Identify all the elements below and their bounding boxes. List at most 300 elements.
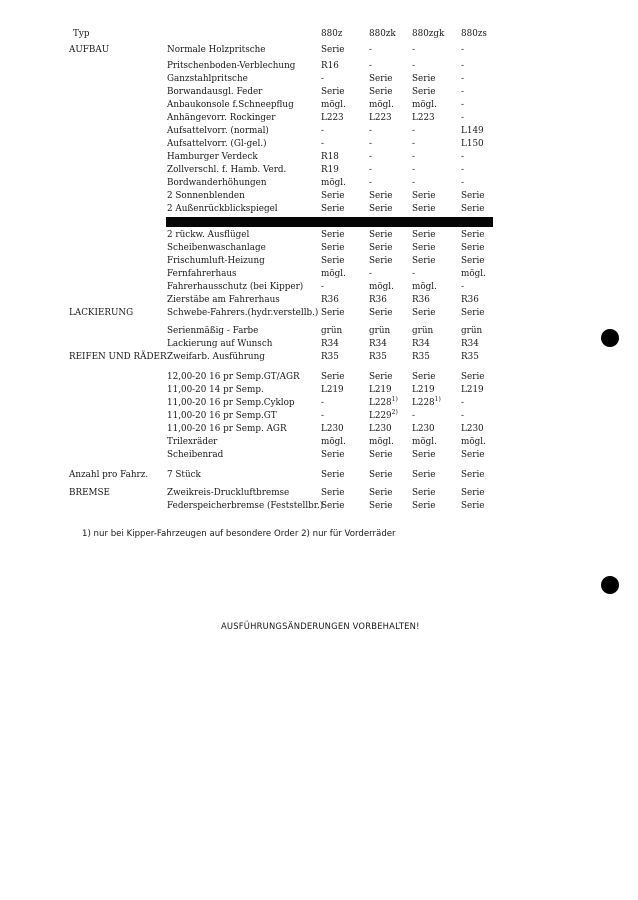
cell-880zgk	[412, 88, 435, 97]
cell-880zgk	[412, 179, 415, 188]
cell-880zk	[369, 257, 392, 266]
cell-value: -	[412, 139, 415, 149]
cell-value: Serie	[321, 204, 345, 214]
cell-880zk	[369, 46, 372, 55]
cell-value: -	[412, 152, 415, 162]
cell-value: R35	[461, 352, 479, 362]
cell-value: L230	[321, 424, 344, 434]
cell-value: Serie	[369, 470, 393, 480]
row-label: Frischumluft-Heizung	[167, 256, 265, 266]
cell-880zgk	[412, 127, 415, 136]
cell-value: L230	[461, 424, 484, 434]
row-label: Pritschenboden-Verblechung	[167, 61, 296, 71]
row-label: Normale Holzpritsche	[167, 45, 266, 55]
row-label: 2 Sonnenblenden	[167, 191, 245, 201]
cell-value: -	[461, 100, 464, 110]
row-label: 2 rückw. Ausflügel	[167, 230, 250, 240]
cell-value: Serie	[461, 488, 485, 498]
cell-value: Serie	[461, 243, 485, 253]
row-label: Ganzstahlpritsche	[167, 74, 248, 84]
cell-880zgk	[412, 62, 415, 71]
cell-880zk	[369, 62, 372, 71]
cell-880zgk	[412, 425, 435, 434]
header-model-880zk: 880zk	[369, 29, 396, 39]
cell-value: -	[461, 61, 464, 71]
cell-880zs	[461, 153, 464, 162]
cell-value: Serie	[369, 488, 393, 498]
row-label: 7 Stück	[167, 470, 201, 480]
cell-880zs	[461, 438, 486, 447]
cell-value: -	[461, 113, 464, 123]
cell-880zk	[369, 327, 390, 336]
cell-value: R34	[369, 339, 387, 349]
cell-value: mögl.	[461, 269, 486, 279]
cell-value: L230	[412, 424, 435, 434]
cell-value: Serie	[412, 450, 436, 460]
cell-value: -	[369, 152, 372, 162]
cell-880zgk	[412, 396, 441, 408]
cell-value: R36	[369, 295, 387, 305]
header-model-880zs: 880zs	[461, 29, 487, 39]
cell-value: Serie	[461, 230, 485, 240]
row-label: Lackierung auf Wunsch	[167, 339, 273, 349]
cell-value: mögl.	[321, 100, 346, 110]
cell-value: mögl.	[369, 282, 394, 292]
cell-880zk	[369, 231, 392, 240]
cell-880z	[321, 231, 344, 240]
row-label: 12,00-20 16 pr Semp.GT/AGR	[167, 372, 300, 382]
cell-880zk	[369, 438, 394, 447]
cell-value: -	[461, 178, 464, 188]
cell-880zk	[369, 192, 392, 201]
row-label: Schwebe-Fahrers.(hydr.verstellb.)	[167, 308, 319, 318]
cell-880zs	[461, 386, 484, 395]
cell-880zs	[461, 46, 464, 55]
cell-value: Serie	[369, 308, 393, 318]
cell-value: Serie	[461, 372, 485, 382]
cell-value: L219	[321, 385, 344, 395]
row-label: Zierstäbe am Fahrerhaus	[167, 295, 280, 305]
cell-value: Serie	[412, 74, 436, 84]
cell-880zs	[461, 140, 484, 149]
row-label: 2 Außenrückblickspiegel	[167, 204, 278, 214]
cell-880z	[321, 399, 324, 408]
cell-value: Serie	[461, 191, 485, 201]
cell-value: Serie	[321, 308, 345, 318]
cell-value: R18	[321, 152, 339, 162]
cell-value: -	[461, 282, 464, 292]
cell-value: grün	[461, 326, 483, 336]
cell-value: R36	[321, 295, 339, 305]
cell-value: -	[461, 152, 464, 162]
cell-880z	[321, 283, 324, 292]
row-label: 11,00-20 16 pr Semp.GT	[167, 411, 277, 421]
cell-880zgk	[412, 309, 435, 318]
cell-value: R34	[461, 339, 479, 349]
cell-value: Serie	[321, 243, 345, 253]
cell-880zgk	[412, 192, 435, 201]
cell-value: mögl.	[321, 269, 346, 279]
cell-880zk	[369, 296, 387, 305]
header-model-880z: 880z	[321, 29, 343, 39]
cell-880zk	[369, 127, 372, 136]
row-label: Zollverschl. f. Hamb. Verd.	[167, 165, 287, 175]
cell-880zk	[369, 101, 394, 110]
cell-value: Serie	[369, 372, 393, 382]
cell-value: -	[461, 398, 464, 408]
cell-value: Serie	[412, 243, 436, 253]
cell-880zk	[369, 270, 372, 279]
cell-value: -	[412, 165, 415, 175]
cell-880zgk	[412, 412, 415, 421]
cell-880zgk	[412, 327, 433, 336]
cell-880zgk	[412, 244, 435, 253]
header-typ: Typ	[73, 29, 90, 39]
cell-value: mögl.	[412, 437, 437, 447]
cell-880z	[321, 127, 324, 136]
cell-880z	[321, 309, 344, 318]
cell-value: Serie	[321, 488, 345, 498]
cell-880zk	[369, 283, 394, 292]
cell-880zk	[369, 409, 398, 421]
cell-value: Serie	[321, 501, 345, 511]
cell-880zs	[461, 205, 484, 214]
cell-880z	[321, 386, 344, 395]
cell-880zs	[461, 114, 464, 123]
footnote-marker: 1)	[391, 396, 398, 404]
cell-value: Serie	[369, 87, 393, 97]
cell-880zk	[369, 309, 392, 318]
cell-value: L229	[369, 411, 392, 421]
cell-value: -	[369, 126, 372, 136]
row-label: Federspeicherbremse (Feststellbr.)	[167, 501, 324, 511]
cell-880zgk	[412, 471, 435, 480]
cell-value: R35	[369, 352, 387, 362]
cell-880zs	[461, 166, 464, 175]
cell-880zgk	[412, 386, 435, 395]
cell-value: Serie	[369, 74, 393, 84]
cell-value: R36	[412, 295, 430, 305]
cell-880z	[321, 192, 344, 201]
cell-value: Serie	[412, 308, 436, 318]
cell-880zs	[461, 471, 484, 480]
cell-value: Serie	[412, 470, 436, 480]
cell-value: R34	[412, 339, 430, 349]
cell-880zs	[461, 192, 484, 201]
cell-880z	[321, 244, 344, 253]
notice-text: AUSFÜHRUNGSÄNDERUNGEN VORBEHALTEN!	[221, 621, 420, 631]
cell-value: Serie	[412, 372, 436, 382]
cell-value: Serie	[321, 470, 345, 480]
cell-880zgk	[412, 101, 437, 110]
cell-value: mögl.	[461, 437, 486, 447]
cell-880zgk	[412, 166, 415, 175]
cell-880zgk	[412, 153, 415, 162]
row-label: Serienmäßig - Farbe	[167, 326, 259, 336]
cell-value: -	[369, 45, 372, 55]
cell-value: Serie	[461, 256, 485, 266]
cell-880z	[321, 425, 344, 434]
cell-880zs	[461, 399, 464, 408]
cell-880z	[321, 502, 344, 511]
cell-value: mögl.	[321, 437, 346, 447]
row-label: 11,00-20 16 pr Semp. AGR	[167, 424, 287, 434]
cell-880z	[321, 166, 339, 175]
cell-value: Serie	[369, 230, 393, 240]
cell-value: Serie	[412, 87, 436, 97]
cell-value: L223	[412, 113, 435, 123]
cell-value: -	[412, 411, 415, 421]
cell-880zs	[461, 489, 484, 498]
cell-value: -	[369, 139, 372, 149]
cell-value: -	[321, 411, 324, 421]
cell-880zgk	[412, 257, 435, 266]
row-label: Bordwanderhöhungen	[167, 178, 267, 188]
cell-880zs	[461, 353, 479, 362]
cell-value: -	[321, 282, 324, 292]
cell-value: Serie	[461, 470, 485, 480]
row-label: 11,00-20 14 pr Semp.	[167, 385, 264, 395]
cell-value: R36	[461, 295, 479, 305]
cell-880zs	[461, 270, 486, 279]
cell-880zgk	[412, 140, 415, 149]
row-label: Fahrerhausschutz (bei Kipper)	[167, 282, 304, 292]
cell-880zs	[461, 412, 464, 421]
cell-value: Serie	[321, 450, 345, 460]
cell-value: Serie	[321, 256, 345, 266]
cell-880zk	[369, 179, 372, 188]
cell-880zgk	[412, 46, 415, 55]
cell-880zk	[369, 88, 392, 97]
cell-880zk	[369, 114, 392, 123]
category-label: LACKIERUNG	[69, 308, 134, 318]
cell-value: -	[412, 45, 415, 55]
cell-value: mögl.	[412, 282, 437, 292]
cell-880zs	[461, 283, 464, 292]
cell-880zk	[369, 373, 392, 382]
header-model-880zgk: 880zgk	[412, 29, 445, 39]
cell-value: -	[321, 126, 324, 136]
cell-value: -	[321, 139, 324, 149]
cell-value: L219	[461, 385, 484, 395]
cell-value: R16	[321, 61, 339, 71]
cell-value: R35	[321, 352, 339, 362]
cell-value: mögl.	[369, 100, 394, 110]
cell-880zk	[369, 451, 392, 460]
cell-880z	[321, 270, 346, 279]
cell-880z	[321, 46, 344, 55]
cell-value: Serie	[412, 191, 436, 201]
cell-value: Serie	[369, 450, 393, 460]
cell-value: Serie	[321, 45, 345, 55]
cell-value: -	[321, 398, 324, 408]
cell-value: -	[461, 87, 464, 97]
cell-880zs	[461, 88, 464, 97]
cell-value: mögl.	[321, 178, 346, 188]
cell-value: Serie	[369, 243, 393, 253]
cell-value: L228	[369, 398, 392, 408]
cell-880z	[321, 353, 339, 362]
cell-880zs	[461, 179, 464, 188]
cell-880z	[321, 471, 344, 480]
cell-880zgk	[412, 270, 415, 279]
cell-880zs	[461, 257, 484, 266]
cell-880zgk	[412, 451, 435, 460]
cell-value: grün	[369, 326, 391, 336]
cell-value: Serie	[412, 488, 436, 498]
cell-value: L150	[461, 139, 484, 149]
cell-value: R34	[321, 339, 339, 349]
cell-value: -	[412, 269, 415, 279]
category-label: REIFEN UND RÄDER	[69, 352, 167, 362]
cell-value: -	[412, 61, 415, 71]
cell-880zgk	[412, 205, 435, 214]
cell-value: L149	[461, 126, 484, 136]
cell-880zgk	[412, 231, 435, 240]
cell-value: Serie	[369, 204, 393, 214]
footnote-marker: 2)	[391, 409, 398, 417]
cell-880z	[321, 75, 324, 84]
cell-value: Serie	[369, 501, 393, 511]
cell-880zs	[461, 231, 484, 240]
row-label: Trilexräder	[167, 437, 218, 447]
cell-880zk	[369, 244, 392, 253]
row-label: 11,00-20 16 pr Semp.Cyklop	[167, 398, 295, 408]
cell-value: -	[461, 165, 464, 175]
cell-880zk	[369, 425, 392, 434]
category-label: AUFBAU	[69, 45, 110, 55]
cell-880zs	[461, 75, 464, 84]
cell-value: Serie	[412, 230, 436, 240]
footnote-marker: 1)	[434, 396, 441, 404]
cell-880z	[321, 340, 339, 349]
cell-value: R35	[412, 352, 430, 362]
cell-value: Serie	[321, 191, 345, 201]
row-label: Scheibenwaschanlage	[167, 243, 266, 253]
cell-value: Serie	[369, 191, 393, 201]
cell-value: -	[461, 411, 464, 421]
cell-value: R19	[321, 165, 339, 175]
cell-880zs	[461, 309, 484, 318]
cell-880z	[321, 88, 344, 97]
cell-880zs	[461, 451, 484, 460]
cell-880zk	[369, 140, 372, 149]
cell-value: L219	[412, 385, 435, 395]
cell-value: mögl.	[369, 437, 394, 447]
cell-880zk	[369, 353, 387, 362]
cell-880z	[321, 373, 344, 382]
cell-value: Serie	[461, 501, 485, 511]
cell-880zs	[461, 327, 482, 336]
cell-880zk	[369, 205, 392, 214]
category-label: Anzahl pro Fahrz.	[69, 470, 149, 480]
redaction-bar	[166, 217, 493, 227]
cell-880zs	[461, 101, 464, 110]
cell-value: Serie	[412, 501, 436, 511]
cell-880z	[321, 140, 324, 149]
cell-value: Serie	[412, 256, 436, 266]
cell-880zk	[369, 396, 398, 408]
cell-value: -	[412, 126, 415, 136]
cell-value: Serie	[412, 204, 436, 214]
cell-880zgk	[412, 502, 435, 511]
row-label: Anbaukonsole f.Schneepflug	[167, 100, 294, 110]
cell-880zgk	[412, 296, 430, 305]
cell-880z	[321, 205, 344, 214]
cell-880zs	[461, 244, 484, 253]
cell-value: mögl.	[412, 100, 437, 110]
cell-880z	[321, 412, 324, 421]
cell-880z	[321, 153, 339, 162]
cell-880zs	[461, 296, 479, 305]
cell-880zgk	[412, 340, 430, 349]
row-label: Anhängevorr. Rockinger	[167, 113, 276, 123]
row-label: Zweikreis-Druckluftbremse	[167, 488, 290, 498]
cell-value: Serie	[321, 230, 345, 240]
cell-880zgk	[412, 373, 435, 382]
cell-880zs	[461, 425, 484, 434]
row-label: Hamburger Verdeck	[167, 152, 258, 162]
cell-880z	[321, 179, 346, 188]
punch-hole-bottom	[601, 576, 619, 594]
cell-value: L223	[369, 113, 392, 123]
cell-880zgk	[412, 489, 435, 498]
cell-880zgk	[412, 353, 430, 362]
cell-880z	[321, 101, 346, 110]
cell-value: -	[412, 178, 415, 188]
row-label: Zweifarb. Ausführung	[167, 352, 265, 362]
category-label: BREMSE	[69, 488, 110, 498]
cell-value: Serie	[369, 256, 393, 266]
cell-value: -	[369, 165, 372, 175]
cell-880zgk	[412, 438, 437, 447]
cell-value: L223	[321, 113, 344, 123]
cell-value: Serie	[321, 372, 345, 382]
cell-value: Serie	[321, 87, 345, 97]
cell-value: L228	[412, 398, 435, 408]
cell-880z	[321, 489, 344, 498]
cell-value: grün	[412, 326, 434, 336]
cell-value: -	[461, 74, 464, 84]
cell-880zk	[369, 386, 392, 395]
cell-value: Serie	[461, 450, 485, 460]
cell-880zgk	[412, 75, 435, 84]
row-label: Fernfahrerhaus	[167, 269, 237, 279]
cell-value: -	[369, 61, 372, 71]
cell-value: Serie	[461, 308, 485, 318]
cell-880zk	[369, 502, 392, 511]
row-label: Scheibenrad	[167, 450, 224, 460]
cell-value: -	[321, 74, 324, 84]
cell-880zs	[461, 340, 479, 349]
cell-value: -	[461, 45, 464, 55]
punch-hole-top	[601, 329, 619, 347]
cell-880zs	[461, 127, 484, 136]
row-label: Borwandausgl. Feder	[167, 87, 263, 97]
cell-880z	[321, 114, 344, 123]
cell-880zs	[461, 373, 484, 382]
row-label: Aufsattelvorr. (normal)	[167, 126, 269, 136]
cell-880zk	[369, 153, 372, 162]
cell-880zgk	[412, 283, 437, 292]
cell-880z	[321, 257, 344, 266]
cell-value: -	[369, 269, 372, 279]
cell-880z	[321, 438, 346, 447]
footnotes: 1) nur bei Kipper-Fahrzeugen auf besondere Order 2) nur für Vorderräder	[82, 529, 396, 539]
cell-880zgk	[412, 114, 435, 123]
cell-value: grün	[321, 326, 343, 336]
cell-880z	[321, 296, 339, 305]
